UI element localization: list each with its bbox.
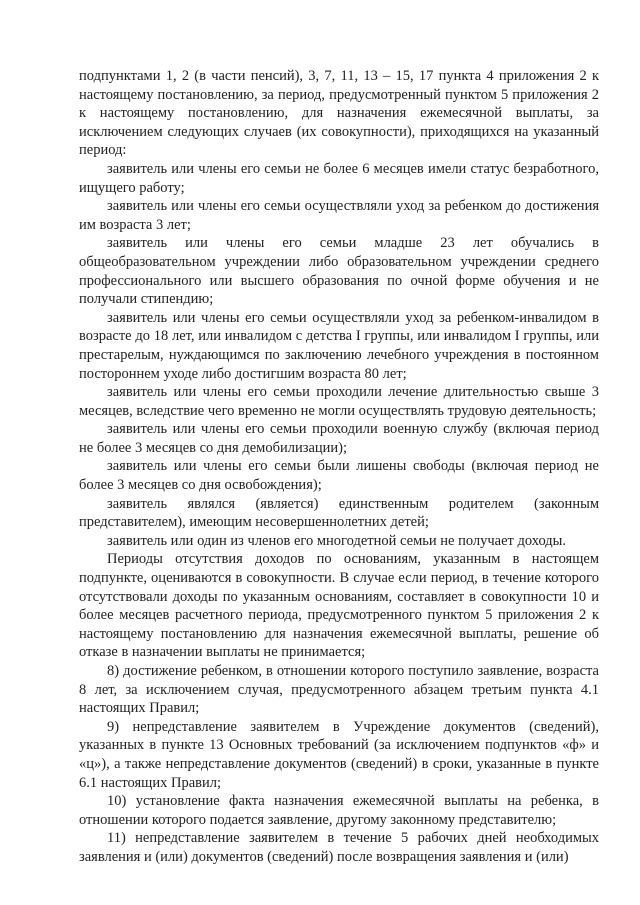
- paragraph-periods: Периоды отсутствия доходов по основаниям, указанным в настоящем подпункте, оцениваются в совокупности. В случае если период, в течение которого отсутствовали доходы по указанным основаниям, составляет в совокупности 10 и более месяцев расчетного периода, предусмотренного пунктом 5 приложения 2 к настоящему постановлению для назначения ежемесячной выплаты, решение об отказе в назначении выплаты не принимается;: [79, 551, 599, 661]
- paragraph-large-family: заявитель или один из членов его многодетной семьи не получает доходы.: [107, 532, 567, 549]
- paragraph-childcare: заявитель или члены его семьи осуществляли уход за ребенком до достижения им возраста 3 лет;: [79, 198, 599, 233]
- document-page: [79, 67, 599, 867]
- paragraph-item-10: 10) установление факта назначения ежемесячной выплаты на ребенка, в отношении которого подается заявление, другому законному представителю;: [79, 793, 599, 828]
- paragraph-single-parent: заявитель являлся (является) единственным родителем (законным представителем), имеющим несовершеннолетних детей;: [79, 495, 599, 531]
- paragraph-continuation: подпунктами 1, 2 (в части пенсий), 3, 7, 11, 13 – 15, 17 пункта 4 приложения 2 к настоящему постановлению, за период, предусмотренный пунктом 5 приложения 2 к настоящему постановлению, для назначения ежемесячной выплаты, за исключением следующих случаев (их совокупности), приходящихся на указанный период:: [79, 68, 599, 159]
- paragraph-imprisonment: заявитель или члены его семьи были лишены свободы (включая период не более 3 месяцев со дня освобождения);: [79, 458, 599, 494]
- paragraph-treatment: заявитель или члены его семьи проходили лечение длительностью свыше 3 месяцев, вследствие чего временно не могли осуществлять трудовую деятельность;: [79, 384, 599, 419]
- paragraph-item-11: 11) непредставление заявителем в течение 5 рабочих дней необходимых заявления и (или) документов (сведений) после возвращения заявления и (или): [79, 830, 599, 865]
- paragraph-item-8: 8) достижение ребенком, в отношении которого поступило заявление, возраста 8 лет, за исключением случая, предусмотренного абзацем третьим пункта 4.1 настоящих Правил;: [79, 663, 599, 717]
- paragraph-unemployed: заявитель или члены его семьи не более 6 месяцев имели статус безработного, ищущего работу;: [79, 160, 599, 196]
- paragraph-item-9: 9) непредставление заявителем в Учреждение документов (сведений), указанных в пункте 13 Основных требований (за исключением подпунктов «ф» и «ц»), а также непредставление документов (сведений) в сроки, указанные в пункте 6.1 настоящих Правил;: [79, 718, 599, 791]
- paragraph-students: заявитель или члены его семьи младше 23 лет обучались в общеобразовательном учреждении либо образовательном учреждении среднего профессионального или высшего образования по очной форме обучения и не получали стипендию;: [79, 235, 599, 308]
- paragraph-disabled-care: заявитель или члены его семьи осуществляли уход за ребенком-инвалидом в возрасте до 18 лет, или инвалидом с детства I группы, или инвалидом I группы, или престарелым, нуждающимся по заключению лечебного учреждения в постоянном постороннем уходе либо достигшим возраста 80 лет;: [79, 309, 599, 382]
- paragraph-military: заявитель или члены его семьи проходили военную службу (включая период не более 3 месяцев со дня демобилизации);: [79, 421, 599, 456]
